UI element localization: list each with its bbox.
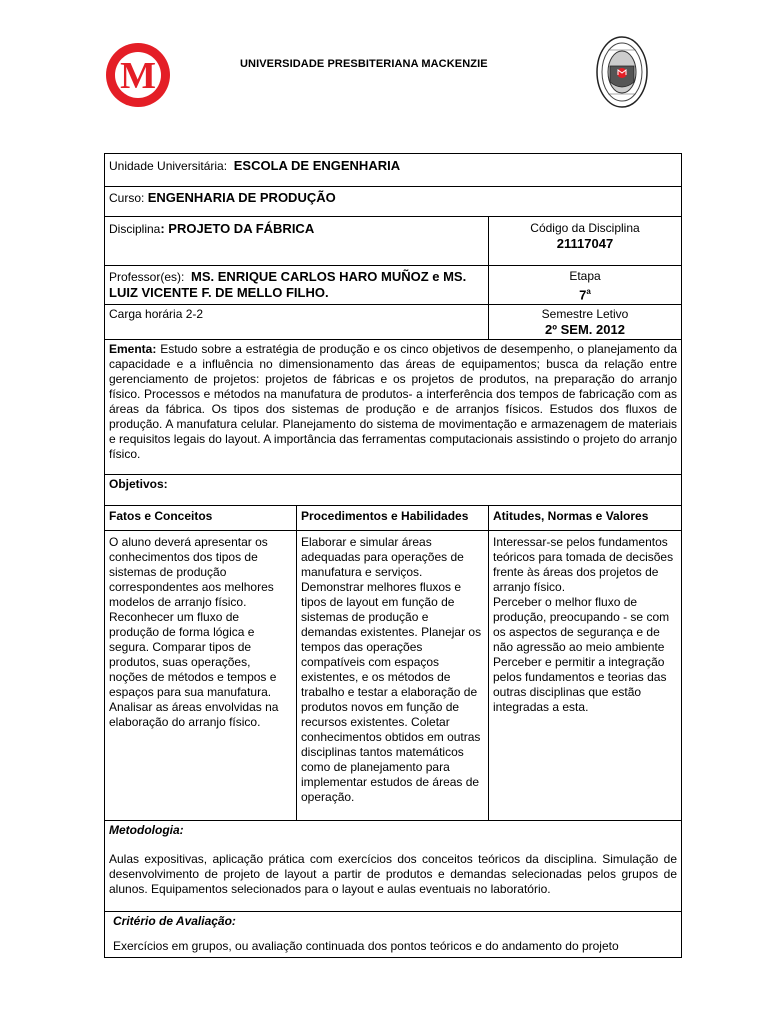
row-column-headers	[105, 506, 682, 531]
curso-label: Curso:	[109, 191, 145, 205]
semestre-label: Semestre Letivo	[541, 307, 629, 322]
atitudes-text-1: Interessar-se pelos fundamentos teóricos para tomada de decisões frente às áreas dos projetos de arranjo físico.	[493, 535, 674, 595]
ementa-label: Ementa:	[109, 342, 157, 357]
unidade-value: ESCOLA DE ENGENHARIA	[233, 158, 401, 173]
header-procedimentos: Procedimentos e Habilidades	[297, 506, 489, 531]
professor-label: Professor(es):	[109, 270, 185, 284]
row-objetivos	[105, 475, 682, 506]
header-atitudes: Atitudes, Normas e Valores	[489, 506, 682, 531]
carga-label: Carga horária 2-2	[109, 307, 204, 322]
row-disciplina	[105, 217, 682, 266]
criterio-spacer	[109, 929, 677, 939]
disciplina-value: : PROJETO DA FÁBRICA	[160, 221, 315, 236]
etapa-value-wrap	[493, 284, 677, 302]
etapa-label: Etapa	[569, 269, 601, 283]
mackenzie-seal-icon	[596, 36, 648, 108]
criterio-label: Critério de Avaliação:	[113, 914, 236, 929]
procedimentos-text: Elaborar e simular áreas adequadas para operações de manufatura e serviços. Demonstrar melhores fluxos e tipos de layout em função de sistemas de produção e demandas existentes. Planejar os tempos das operações compatíveis com espaços existentes, e os métodos de trabalho e testar a elaboração de produtos novos em função de recursos existentes. Coletar conhecimentos obtidos em outras disciplinas tantos matemáticos como de planejamento para implementar estudos de áreas de operação.	[297, 531, 489, 821]
fatos-text: O aluno deverá apresentar os conhecimentos dos tipos de sistemas de produção correspondentes aos melhores modelos de arranjo físico. Reconhecer um fluxo de produção de forma lógica e segura. Comparar tipos de produtos, suas operações, noções de métodos e tempos e espaços para sua manufatura. Analisar as áreas envolvidas na elaboração do arranjo físico.	[105, 531, 297, 821]
metodologia-spacer	[109, 838, 677, 852]
criterio-text: Exercícios em grupos, ou avaliação continuada dos pontos teóricos e do andamento do projeto	[113, 939, 619, 954]
disciplina-label: Disciplina	[109, 222, 161, 236]
logo-inner-circle	[115, 52, 161, 98]
atitudes-text-3: Perceber e permitir a integração pelos fundamentos e teorias das outras disciplinas que estão integradas a esta.	[493, 655, 667, 715]
logo-letter: M	[120, 55, 156, 97]
ementa-text: Estudo sobre a estratégia de produção e os cinco objetivos de desempenho, o planejamento da capacidade e a influência no dimensionamento das áreas de equipamentos; busca da relação entre gerenciamento de projetos: projetos de fábricas e os projetos de produtos, na preparação do arranjo físico. Processos e métodos na manufatura de produtos- a interferência dos tempos de fabricação com as áreas da fábrica. Os tipos dos sistemas de produção e de arranjos físicos. Estudos dos fluxos de produção. A manufatura celular. Planejamento do sistema de movimentação e armazenagem de materiais e requisitos legais do layout. A importância das ferramentas computacionais assistindo o projeto do arranjo físico.	[109, 342, 678, 462]
professor-value: MS. ENRIQUE CARLOS HARO MUÑOZ e MS. LUIZ VICENTE F. DE MELLO FILHO.	[109, 269, 467, 300]
row-curso	[105, 187, 682, 217]
codigo-label: Código da Disciplina	[530, 221, 640, 235]
row-metodologia	[105, 821, 682, 912]
mackenzie-logo	[106, 43, 170, 107]
etapa-value: 7	[579, 287, 587, 303]
atitudes-cell	[489, 531, 682, 821]
course-plan-table	[104, 153, 682, 958]
metodologia-text: Aulas expositivas, aplicação prática com exercícios dos conceitos teóricos da disciplina. Simulação de desenvolvimento de projeto de layout a partir de produtos e demandas selecionadas pelos grupos de alunos. Equipamentos selecionados para o layout e aulas eventuais no laboratório.	[109, 852, 678, 897]
row-objectives-content	[105, 531, 682, 821]
atitudes-text-2: Perceber o melhor fluxo de produção, preocupando - se com os aspectos de segurança e de não agressão ao meio ambiente	[493, 595, 670, 655]
metodologia-label: Metodologia:	[109, 823, 184, 838]
university-title: UNIVERSIDADE PRESBITERIANA MACKENZIE	[240, 58, 488, 70]
row-criterio	[105, 912, 682, 958]
codigo-value: 21117047	[556, 236, 614, 251]
row-professor	[105, 266, 682, 305]
unidade-label: Unidade Universitária:	[109, 159, 228, 173]
etapa-suffix: a	[586, 287, 591, 296]
curso-value: ENGENHARIA DE PRODUÇÃO	[147, 190, 336, 205]
row-unidade	[105, 154, 682, 187]
objetivos-label: Objetivos:	[109, 477, 168, 492]
header-fatos: Fatos e Conceitos	[105, 506, 297, 531]
row-ementa	[105, 340, 682, 475]
semestre-value: 2º SEM. 2012	[545, 322, 625, 338]
row-carga	[105, 305, 682, 340]
